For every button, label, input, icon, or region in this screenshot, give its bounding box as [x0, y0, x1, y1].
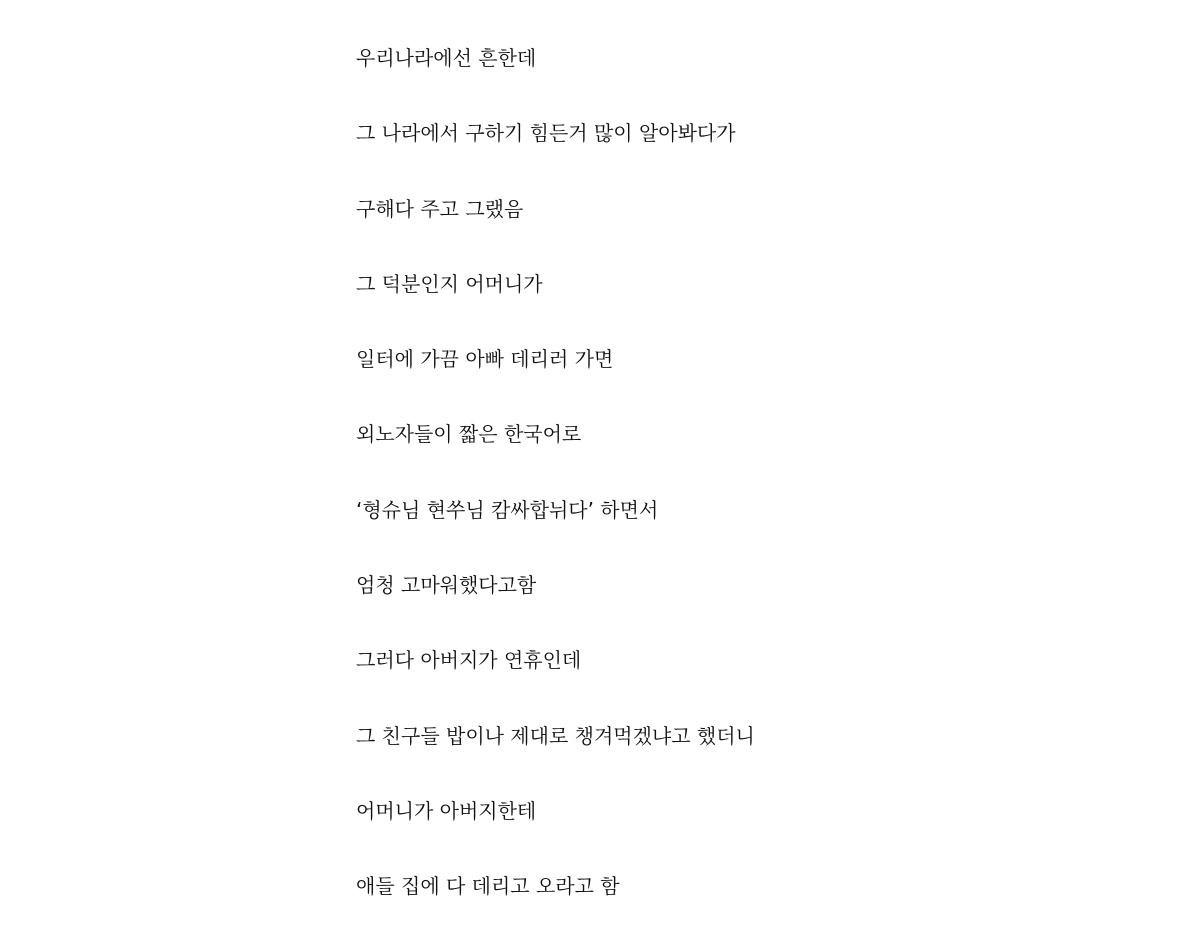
text-body	[356, 44, 755, 948]
text-line: 엄청 고마워했다고함	[356, 573, 537, 598]
text-line: 구해다 주고 그랬음	[356, 196, 524, 221]
text-line: 우리나라에선 흔한데	[356, 46, 537, 70]
text-line: 그 나라에서 구하기 힘든거 많이 알아봐다가	[356, 121, 736, 146]
text-line: 애들 집에 다 데리고 오라고 함	[356, 874, 620, 899]
text-line: 그 덕분인지 어머니가	[356, 271, 543, 296]
text-line: 어머니가 아버지한테	[356, 798, 537, 823]
text-line: 그 친구들 밥이나 제대로 챙겨먹겠냐고 했더니	[356, 723, 755, 748]
text-line: 일터에 가끔 아빠 데리러 가면	[356, 347, 614, 372]
text-line: 그러다 아버지가 연휴인데	[356, 648, 582, 673]
text-line: ‘형슈님 현쑤님 캄싸합뉘다’ 하면서	[356, 497, 659, 522]
text-line: 외노자들이 짧은 한국어로	[356, 422, 582, 447]
